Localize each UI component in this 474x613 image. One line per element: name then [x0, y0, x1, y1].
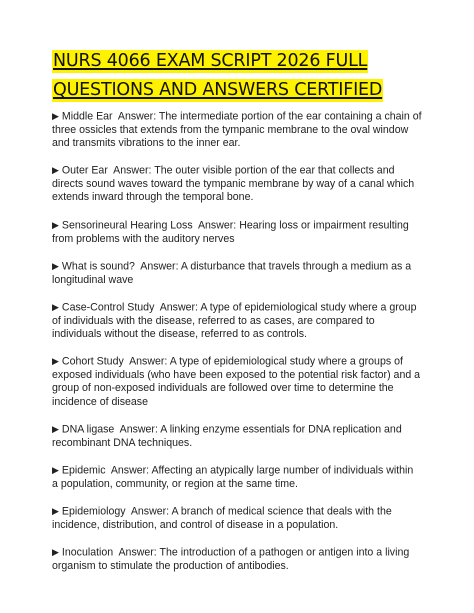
qa-entry [52, 355, 422, 409]
entry-answer: Hearing loss or impairment resulting from problems with the auditory nerves [52, 219, 409, 245]
bullet-arrow-icon: ▶ [52, 301, 59, 312]
entry-term: Epidemiology [61, 505, 126, 518]
qa-entry [52, 110, 422, 150]
entry-term: Outer Ear [61, 164, 108, 177]
entry-answer: The introduction of a pathogen or antigen into a living organism to stimulate the production of antibodies. [52, 546, 410, 573]
title-line-2: QUESTIONS AND ANSWERS CERTIFIED [53, 80, 383, 100]
entry-term: Sensorineural Hearing Loss [61, 219, 193, 232]
entry-term: What is sound? [61, 260, 135, 273]
answer-label: Answer: [197, 219, 237, 232]
qa-entry [52, 423, 422, 450]
qa-list [52, 110, 422, 587]
entry-answer: The outer visible portion of the ear that collects and directs sound waves toward the tympanic membrane by way of a canal which extends inward through the temporal bone. [52, 164, 415, 204]
title-line-1: NURS 4066 EXAM SCRIPT 2026 FULL [53, 51, 368, 71]
entry-answer: A branch of medical science that deals with the incidence, distribution, and control of disease in a population. [52, 505, 392, 532]
answer-label: Answer: [140, 260, 179, 273]
entry-answer: The intermediate portion of the ear containing a chain of three ossicles that extends from the tympanic membrane to the oval window and transmits vibrations to the inner ear. [52, 110, 422, 150]
entry-answer: A disturbance that travels through a medium as a longitudinal wave [52, 260, 412, 286]
qa-entry [52, 301, 422, 341]
entry-term: Middle Ear [61, 110, 113, 123]
bullet-arrow-icon: ▶ [52, 219, 59, 230]
answer-label: Answer: [159, 301, 198, 314]
bullet-arrow-icon: ▶ [52, 260, 59, 271]
answer-label: Answer: [113, 164, 152, 177]
bullet-arrow-icon: ▶ [52, 465, 59, 476]
entry-term: Inoculation [61, 546, 114, 559]
entry-term: Case-Control Study [61, 301, 155, 314]
entry-answer: A type of epidemiological study where a group of individuals with the disease, referred to as cases, are compared to individuals without the disease, referred to as controls. [52, 301, 417, 341]
bullet-arrow-icon: ▶ [52, 506, 59, 517]
entry-answer: A linking enzyme essentials for DNA replication and recombinant DNA techniques. [52, 423, 402, 449]
entry-term: Epidemic [61, 464, 106, 477]
entry-term: Cohort Study [61, 355, 124, 368]
entry-answer: Affecting an atypically large number of individuals within a population, community, or region at the same time. [52, 464, 414, 490]
answer-label: Answer: [110, 464, 150, 477]
qa-entry [52, 546, 422, 573]
bullet-arrow-icon: ▶ [52, 356, 59, 367]
document-title [52, 50, 432, 102]
answer-label: Answer: [117, 110, 157, 123]
bullet-arrow-icon: ▶ [52, 111, 59, 121]
bullet-arrow-icon: ▶ [52, 165, 59, 176]
bullet-arrow-icon: ▶ [52, 424, 59, 435]
entry-answer: A type of epidemiological study where a groups of exposed individuals (who have been exposed to the potential risk factor) and a group of non-exposed individuals are followed over time to determine the incidence of disease [52, 355, 421, 408]
answer-label: Answer: [129, 355, 168, 368]
qa-entry [52, 505, 422, 532]
entry-term: DNA ligase [61, 423, 115, 436]
answer-label: Answer: [118, 546, 157, 559]
answer-label: Answer: [119, 423, 158, 436]
qa-entry [52, 260, 422, 287]
qa-entry [52, 164, 422, 204]
qa-entry [52, 464, 422, 491]
answer-label: Answer: [130, 505, 170, 518]
bullet-arrow-icon: ▶ [52, 547, 59, 558]
qa-entry [52, 219, 422, 246]
